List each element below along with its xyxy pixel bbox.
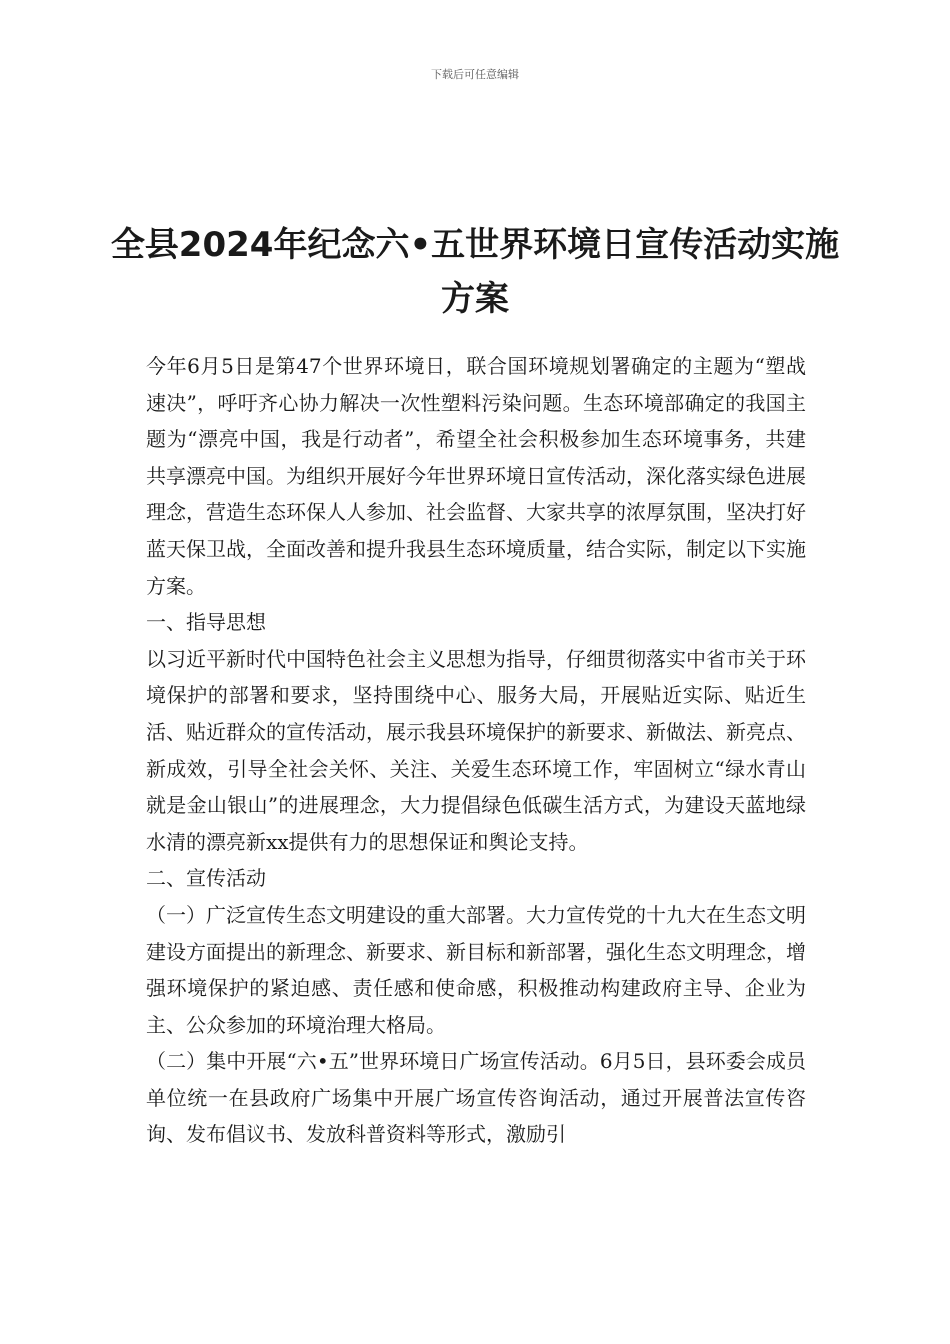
section-heading-publicity-activities: 二、宣传活动 xyxy=(146,866,266,891)
paragraph-activity-1: （一）广泛宣传生态文明建设的重大部署。大力宣传党的十九大在生态文明建设方面提出的新理念、新要求、新目标和新部署，强化生态文明理念，增强环境保护的紧迫感、责任感和使命感，积极推动构建政府主导、企业为主、公众参加的环境治理大格局。 xyxy=(146,902,806,1037)
paragraph-intro: 今年6月5日是第47个世界环境日，联合国环境规划署确定的主题为“塑战速决”，呼吁齐心协力解决一次性塑料污染问题。生态环境部确定的我国主题为“漂亮中国，我是行动者”，希望全社会积极参加生态环境事务，共建共享漂亮中国。为组织开展好今年世界环境日宣传活动，深化落实绿色进展理念，营造生态环保人人参加、社会监督、大家共享的浓厚氛围，坚决打好蓝天保卫战，全面改善和提升我县生态环境质量，结合实际，制定以下实施方案。 xyxy=(146,354,806,598)
page-header-note: 下载后可任意编辑 xyxy=(431,68,519,81)
document-body xyxy=(146,348,806,1153)
section-heading-guiding-ideology: 一、指导思想 xyxy=(146,610,266,635)
paragraph-guiding-ideology: 以习近平新时代中国特色社会主义思想为指导，仔细贯彻落实中省市关于环境保护的部署和要求，坚持围绕中心、服务大局，开展贴近实际、贴近生活、贴近群众的宣传活动，展示我县环境保护的新要求、新做法、新亮点、新成效，引导全社会关怀、关注、关爱生态环境工作，牢固树立“绿水青山就是金山银山”的进展理念，大力提倡绿色低碳生活方式，为建设天蓝地绿水清的漂亮新xx提供有力的思想保证和舆论支持。 xyxy=(146,646,806,854)
document-title: 全县2024年纪念六•五世界环境日宣传活动实施方案 xyxy=(110,225,840,319)
paragraph-activity-2: （二）集中开展“六•五”世界环境日广场宣传活动。6月5日，县环委会成员单位统一在县政府广场集中开展广场宣传咨询活动，通过开展普法宣传咨询、发布倡议书、发放科普资料等形式，激励引 xyxy=(146,1049,806,1147)
